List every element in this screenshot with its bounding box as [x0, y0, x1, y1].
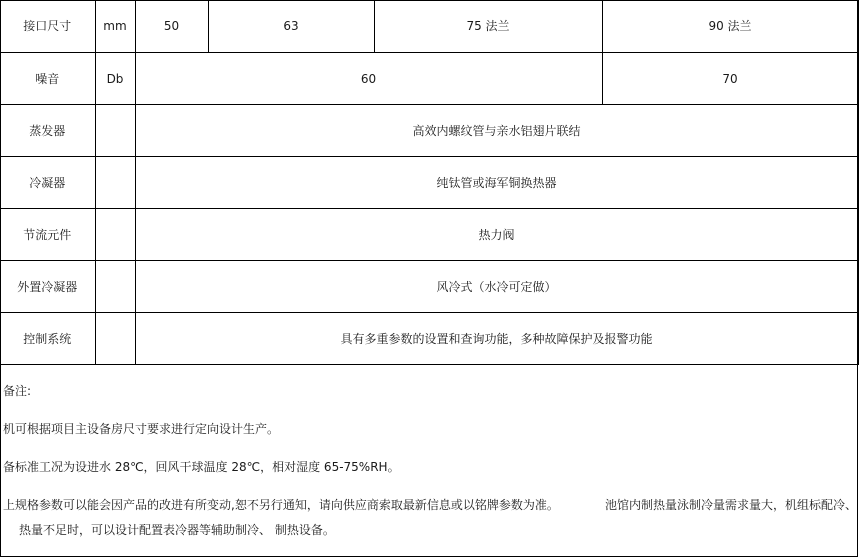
value-cell: 热力阀: [135, 209, 858, 261]
row-unit: [95, 209, 135, 261]
row-throttle-element: [0, 209, 858, 261]
value-cell: 风冷式（水冷可定做）: [135, 261, 858, 313]
row-unit: [95, 105, 135, 157]
row-evaporator: [0, 105, 858, 157]
note-line: 热量不足时，可以设计配置表冷器等辅助制冷、 制热设备。: [19, 523, 335, 537]
row-unit: [95, 261, 135, 313]
value-cell: 纯钛管或海军铜换热器: [135, 157, 858, 209]
row-condenser: [0, 157, 858, 209]
row-label: 节流元件: [0, 209, 95, 261]
value-cell: 50: [135, 0, 208, 53]
row-label: 蒸发器: [0, 105, 95, 157]
note-line: 备标准工况为设进水 28℃，回风干球温度 28℃，相对湿度 65-75%RH。: [3, 460, 400, 474]
row-label: 外置冷凝器: [0, 261, 95, 313]
value-cell: 90 法兰: [602, 0, 858, 53]
row-label: 冷凝器: [0, 157, 95, 209]
value-cell: 70: [602, 53, 858, 105]
row-label: 控制系统: [0, 313, 95, 365]
row-unit: Db: [95, 53, 135, 105]
row-unit: [95, 157, 135, 209]
notes-section: [0, 365, 858, 557]
row-label: 接口尺寸: [0, 0, 95, 53]
row-interface-size: [0, 0, 858, 53]
note-line: 池馆内制热量泳制冷量需求量大，机组标配冷、: [605, 498, 858, 512]
row-noise: [0, 53, 858, 105]
notes-heading: 备注:: [3, 384, 32, 398]
note-line: 机可根据项目主设备房尺寸要求进行定向设计生产。: [3, 422, 280, 436]
row-unit: [95, 313, 135, 365]
row-unit: mm: [95, 0, 135, 53]
note-line: 上规格参数可以能会因产品的改进有所变动,恕不另行通知，请向供应商索取最新信息或以铭牌参数为准。: [3, 498, 559, 512]
row-label: 噪音: [0, 53, 95, 105]
row-external-condenser: [0, 261, 858, 313]
value-cell: 60: [135, 53, 602, 105]
value-cell: 75 法兰: [374, 0, 602, 53]
value-cell: 具有多重参数的设置和查询功能，多种故障保护及报警功能: [135, 313, 858, 365]
value-cell: 高效内螺纹管与亲水铝翅片联结: [135, 105, 858, 157]
value-cell: 63: [208, 0, 374, 53]
row-control-system: [0, 313, 858, 365]
